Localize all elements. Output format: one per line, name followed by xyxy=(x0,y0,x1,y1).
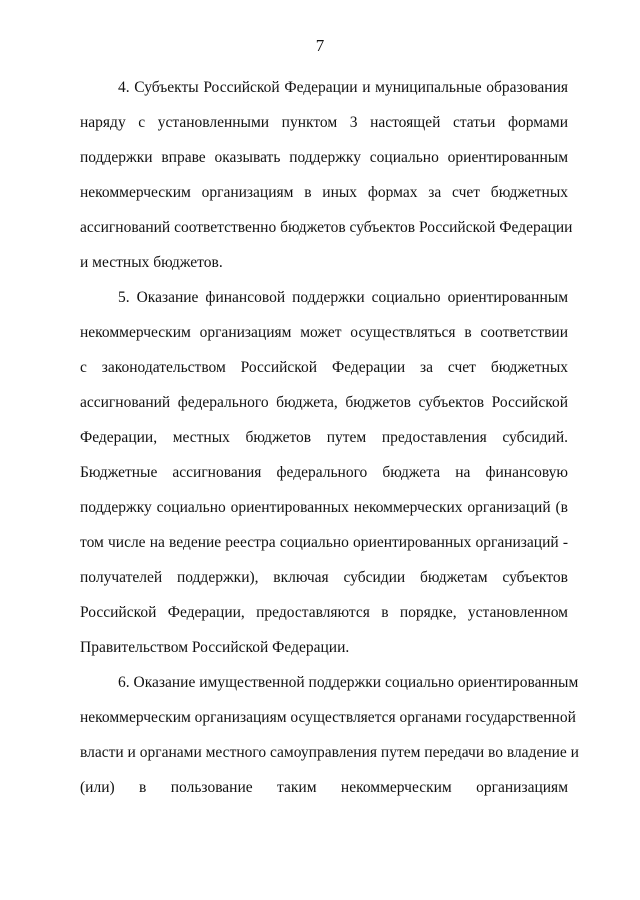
text-line: поддержку социально ориентированных некоммерческих организаций (в xyxy=(80,499,568,516)
text-line: том числе на ведение реестра социально ориентированных организаций - xyxy=(80,534,568,551)
text-line: 6. Оказание имущественной поддержки социально ориентированным xyxy=(118,674,579,691)
text-line: Бюджетные ассигнования федерального бюджета на финансовую xyxy=(80,464,568,481)
text-line: наряду с установленными пунктом 3 настоящей статьи формами xyxy=(80,114,568,131)
text-line: Российской Федерации, предоставляются в порядке, установленном xyxy=(80,604,568,621)
text-line: ассигнований соответственно бюджетов субъектов Российской Федерации xyxy=(80,219,573,236)
text-line: и местных бюджетов. xyxy=(80,254,223,271)
text-line: некоммерческим организациям в иных формах за счет бюджетных xyxy=(80,184,568,201)
page-number: 7 xyxy=(315,36,325,55)
text-line: получателей поддержки), включая субсидии бюджетам субъектов xyxy=(80,569,568,586)
text-line: поддержки вправе оказывать поддержку социально ориентированным xyxy=(80,149,568,166)
text-line: с законодательством Российской Федерации за счет бюджетных xyxy=(80,359,568,376)
text-line: 4. Субъекты Российской Федерации и муниципальные образования xyxy=(118,79,568,96)
text-line: некоммерческим организациям может осуществляться в соответствии xyxy=(80,324,568,341)
text-line: некоммерческим организациям осуществляется органами государственной xyxy=(80,709,576,726)
text-line: (или) в пользование таким некоммерческим организациям xyxy=(80,779,568,796)
text-line: власти и органами местного самоуправления путем передачи во владение и xyxy=(80,744,579,761)
text-line: Федерации, местных бюджетов путем предоставления субсидий. xyxy=(80,429,568,446)
text-line: Правительством Российской Федерации. xyxy=(80,639,350,656)
text-line: ассигнований федерального бюджета, бюджетов субъектов Российской xyxy=(80,394,568,411)
text-line: 5. Оказание финансовой поддержки социально ориентированным xyxy=(118,289,568,306)
